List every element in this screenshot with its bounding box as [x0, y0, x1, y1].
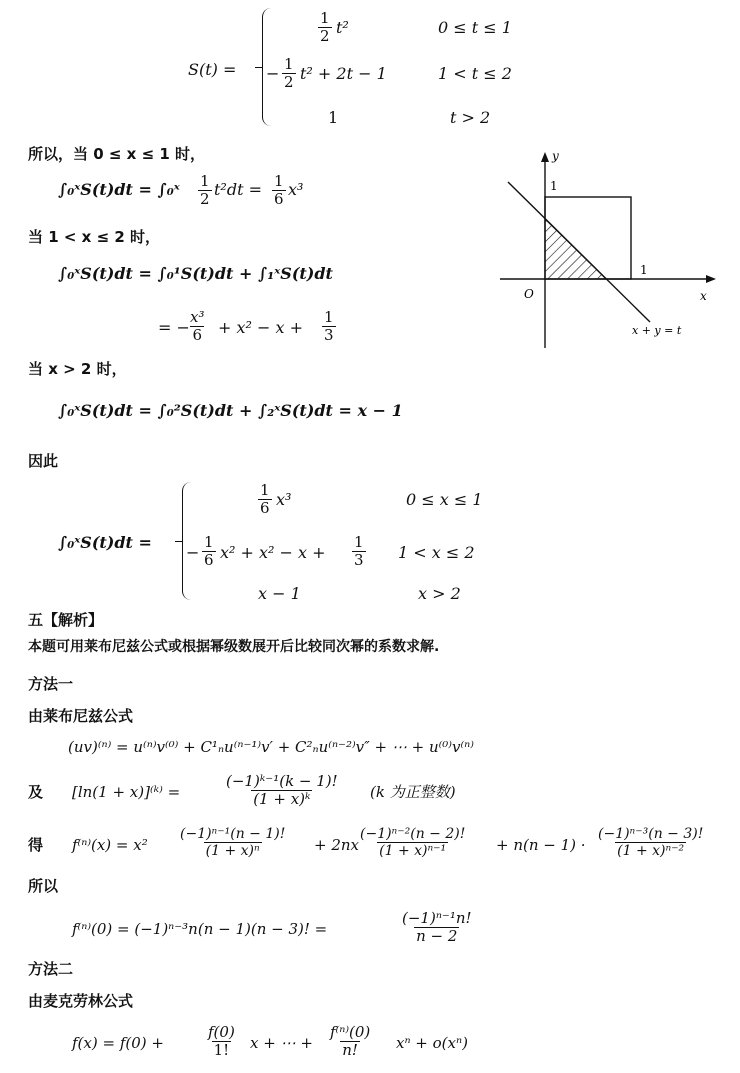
fn-x-mid2: + n(n − 1) · — [496, 836, 586, 854]
case1-eq-end: x³ — [288, 180, 304, 199]
s-def-c3-cond: t > 2 — [450, 108, 491, 127]
y-tick-label: 1 — [550, 179, 558, 193]
x-axis-arrow-icon — [706, 275, 716, 283]
ji-label: 及 — [28, 783, 44, 801]
ln-derivative-left: [ln(1 + x)]⁽ᵏ⁾ = — [72, 783, 181, 801]
conclusion-r2-sign: − — [186, 543, 200, 562]
solution-intro: 本题可用莱布尼兹公式或根据幂级数展开后比较同次幂的系数求解. — [28, 639, 440, 655]
maclaurin-frac1: $\frac{f(0)}{1!}$ — [208, 1023, 235, 1060]
s-def-lhs: S(t) = — [188, 60, 237, 79]
case2-eq2-mid: + x² − x + — [218, 318, 304, 337]
line-x-plus-y-eq-t — [508, 182, 650, 322]
s-def-c1-frac: $\frac{1}{2}$ — [320, 9, 330, 46]
case1-frac2: $\frac{1}{6}$ — [274, 172, 284, 209]
case1-eq-mid: t²dt = — [214, 180, 263, 199]
fn-x-frac3: $\frac{\text{(−1)ⁿ⁻³(n − 3)!}}{\text{(1 + x)ⁿ⁻²}}$ — [598, 826, 704, 860]
conclusion-intro: 因此 — [28, 452, 59, 470]
s-def-c3-val: 1 — [328, 108, 339, 127]
method1-subtitle: 由莱布尼兹公式 — [28, 707, 134, 725]
fn-x-left: f⁽ⁿ⁾(x) = x² — [72, 836, 148, 854]
conclusion-r1-cond: 0 ≤ x ≤ 1 — [406, 490, 483, 509]
fn-x-frac2: $\frac{\text{(−1)ⁿ⁻²(n − 2)!}}{\text{(1 + x)ⁿ⁻¹}}$ — [360, 826, 466, 860]
conclusion-r2-mid: x² + x² − x + — [220, 543, 326, 562]
case1-frac1: $\frac{1}{2}$ — [200, 172, 210, 209]
fn-0-frac: $\frac{\text{(−1)ⁿ⁻¹n!}}{n - 2}$ — [402, 909, 472, 946]
y-axis-arrow-icon — [541, 152, 549, 162]
conclusion-r2-frac2: $\frac{1}{3}$ — [354, 533, 364, 570]
case2-intro: 当 1 < x ≤ 2 时， — [28, 228, 161, 246]
conclusion-lhs: ∫₀ˣS(t)dt = — [58, 533, 152, 552]
suoyi-label: 所以 — [28, 877, 59, 895]
method1-title: 方法一 — [28, 675, 74, 693]
case3-eq: ∫₀ˣS(t)dt = ∫₀²S(t)dt + ∫₂ˣS(t)dt = x − 1 — [58, 401, 403, 420]
s-def-c1-rest: t² — [336, 18, 349, 37]
maclaurin-frac2: $\frac{\text{f⁽ⁿ⁾(0)}}{n!}$ — [330, 1023, 371, 1060]
fn-0-left: f⁽ⁿ⁾(0) = (−1)ⁿ⁻³n(n − 1)(n − 3)! = — [72, 920, 328, 938]
y-axis-label: y — [552, 149, 559, 163]
conclusion-r1-frac: $\frac{1}{6}$ — [260, 481, 270, 518]
conclusion-brace — [182, 482, 191, 600]
conclusion-r3-val: x − 1 — [258, 584, 301, 603]
fn-x-frac1: $\frac{\text{(−1)ⁿ⁻¹(n − 1)!}}{\text{(1 + x)ⁿ}}$ — [180, 826, 286, 860]
fn-x-mid1: + 2nx — [314, 836, 359, 854]
method2-title: 方法二 — [28, 960, 74, 978]
s-def-c2-frac: $\frac{1}{2}$ — [284, 55, 294, 92]
case2-frac2: $\frac{1}{3}$ — [324, 308, 334, 345]
s-def-c2-sign: − — [266, 64, 280, 83]
ln-derivative-frac: $\frac{\text{(−1)ᵏ⁻¹(k − 1)!}}{\text{(1 + x)ᵏ}}$ — [226, 772, 338, 809]
conclusion-r2-cond: 1 < x ≤ 2 — [398, 543, 475, 562]
case1-eq-left: ∫₀ˣS(t)dt = ∫₀ˣ — [58, 180, 180, 199]
conclusion-r2-frac1: $\frac{1}{6}$ — [204, 533, 214, 570]
case1-intro: 所以，当 0 ≤ x ≤ 1 时， — [28, 145, 206, 163]
s-def-c2-rest: t² + 2t − 1 — [300, 64, 387, 83]
x-tick-label: 1 — [640, 263, 648, 277]
de-label: 得 — [28, 836, 44, 854]
case2-eq1: ∫₀ˣS(t)dt = ∫₀¹S(t)dt + ∫₁ˣS(t)dt — [58, 264, 333, 283]
conclusion-r3-cond: x > 2 — [418, 584, 461, 603]
origin-label: O — [524, 287, 534, 301]
solution-header: 五【解析】 — [28, 611, 104, 629]
case2-frac1: $\frac{\text{x³}}{6}$ — [190, 308, 205, 345]
method2-subtitle: 由麦克劳林公式 — [28, 992, 134, 1010]
s-def-c1-cond: 0 ≤ t ≤ 1 — [438, 18, 512, 37]
maclaurin-end: xⁿ + o(xⁿ) — [396, 1034, 468, 1052]
conclusion-r1-rest: x³ — [276, 490, 292, 509]
ln-derivative-note: (k 为正整数) — [370, 783, 456, 801]
s-def-c2-cond: 1 < t ≤ 2 — [438, 64, 512, 83]
x-axis-label: x — [700, 289, 707, 303]
case3-intro: 当 x > 2 时， — [28, 360, 127, 378]
case2-eq2-start: = − — [158, 318, 190, 337]
leibniz-formula: (uv)⁽ⁿ⁾ = u⁽ⁿ⁾v⁽⁰⁾ + C¹ₙu⁽ⁿ⁻¹⁾v′ + C²ₙu⁽ⁿ⁻²⁾v″ + ⋯ + u⁽⁰⁾v⁽ⁿ⁾ — [68, 738, 474, 756]
maclaurin-left: f(x) = f(0) + — [72, 1034, 164, 1052]
maclaurin-mid: x + ⋯ + — [250, 1034, 313, 1052]
region-diagram — [500, 148, 722, 348]
line-label: x + y = t — [632, 324, 682, 337]
